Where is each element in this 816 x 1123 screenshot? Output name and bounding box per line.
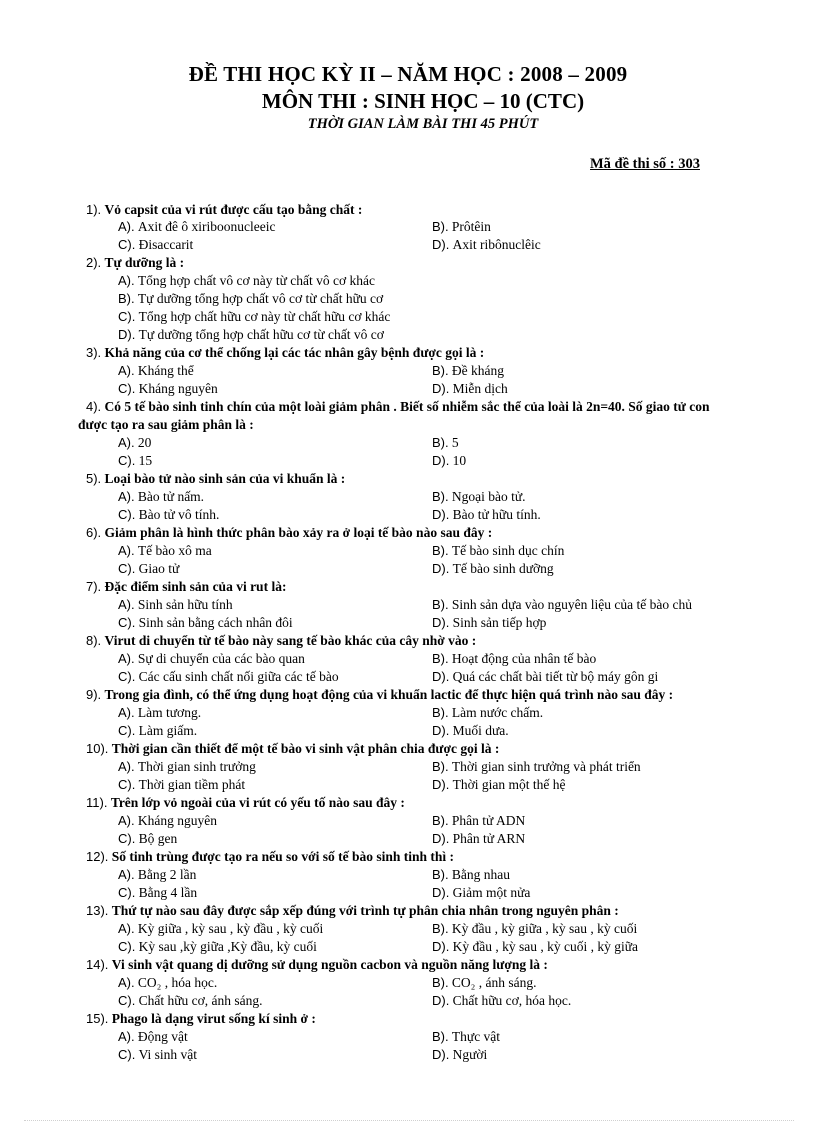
option-2d[interactable]: D). Tự dưỡng tổng hợp chất hữu cơ từ chất vô cơ — [118, 327, 384, 342]
option-6c[interactable]: C). Giao tử — [118, 561, 180, 576]
option-9b[interactable]: B). Làm nước chấm. — [432, 705, 544, 720]
option-10d[interactable]: D). Thời gian một thế hệ — [432, 777, 566, 792]
option-8a[interactable]: A). Sự di chuyển của các bào quan — [118, 651, 305, 666]
option-10c[interactable]: C). Thời gian tiềm phát — [118, 777, 246, 792]
option-13a[interactable]: A). Kỳ giữa , kỳ sau , kỳ đầu , kỳ cuối — [118, 921, 324, 936]
question-3: 3). Khả năng của cơ thể chống lại các tác nhân gây bệnh được gọi là : — [86, 345, 485, 360]
option-15d[interactable]: D). Người — [432, 1047, 488, 1062]
option-3b[interactable]: B). Đề kháng — [432, 363, 504, 378]
question-12: 12). Số tinh trùng được tạo ra nếu so với số tế bào sinh tinh thì : — [86, 849, 455, 864]
option-14b[interactable]: B). CO₂ , ánh sáng. — [432, 975, 537, 990]
option-11d[interactable]: D). Phân tử ARN — [432, 831, 526, 846]
option-7c[interactable]: C). Sinh sản bằng cách nhân đôi — [118, 615, 293, 630]
option-9a[interactable]: A). Làm tương. — [118, 705, 202, 720]
option-4a[interactable]: A). 20 — [118, 435, 152, 450]
question-10: 10). Thời gian cần thiết để một tế bào vi sinh vật phân chia được gọi là : — [86, 741, 500, 756]
option-14d[interactable]: D). Chất hữu cơ, hóa học. — [432, 993, 572, 1008]
question-14: 14). Vi sinh vật quang dị dưỡng sử dụng nguồn cacbon và nguồn năng lượng là : — [86, 957, 548, 972]
exam-code: Mã đề thi số : 303 — [590, 156, 700, 172]
option-9d[interactable]: D). Muối dưa. — [432, 723, 509, 738]
option-1a[interactable]: A). Axit đê ô xiriboonucleeic — [118, 219, 276, 234]
option-4d[interactable]: D). 10 — [432, 453, 467, 468]
option-3c[interactable]: C). Kháng nguyên — [118, 381, 218, 396]
option-3a[interactable]: A). Kháng thể — [118, 363, 194, 378]
option-15a[interactable]: A). Động vật — [118, 1029, 188, 1044]
option-13b[interactable]: B). Kỳ đầu , kỳ giữa , kỳ sau , kỳ cuối — [432, 921, 638, 936]
option-11b[interactable]: B). Phân tử ADN — [432, 813, 526, 828]
option-12c[interactable]: C). Bằng 4 lần — [118, 885, 198, 900]
option-14c[interactable]: C). Chất hữu cơ, ánh sáng. — [118, 993, 263, 1008]
option-7d[interactable]: D). Sinh sản tiếp hợp — [432, 615, 547, 630]
question-1: 1). Vỏ capsit của vi rút được cấu tạo bằng chất : — [86, 202, 363, 217]
option-15b[interactable]: B). Thực vật — [432, 1029, 501, 1044]
option-13c[interactable]: C). Kỳ sau ,kỳ giữa ,Kỳ đầu, kỳ cuối — [118, 939, 317, 954]
option-5d[interactable]: D). Bào tử hữu tính. — [432, 507, 541, 522]
option-13d[interactable]: D). Kỳ đầu , kỳ sau , kỳ cuối , kỳ giữa — [432, 939, 639, 954]
question-6: 6). Giảm phân là hình thức phân bào xảy ra ở loại tế bào nào sau đây : — [86, 525, 493, 540]
question-5: 5). Loại bào tử nào sinh sản của vi khuẩn là : — [86, 471, 346, 486]
page-footer-divider — [24, 1120, 794, 1121]
option-10a[interactable]: A). Thời gian sinh trưởng — [118, 759, 256, 774]
option-1d[interactable]: D). Axit ribônuclêic — [432, 237, 541, 252]
option-7b[interactable]: B). Sinh sản dựa vào nguyên liệu của tế bào chủ — [432, 597, 693, 612]
option-2c[interactable]: C). Tổng hợp chất hữu cơ này từ chất hữu cơ khác — [118, 309, 391, 324]
question-2: 2). Tự dưỡng là : — [86, 255, 185, 270]
option-8b[interactable]: B). Hoạt động của nhân tế bào — [432, 651, 597, 666]
option-15c[interactable]: C). Vi sinh vật — [118, 1047, 198, 1062]
option-4c[interactable]: C). 15 — [118, 453, 153, 468]
option-5a[interactable]: A). Bào tử nấm. — [118, 489, 205, 504]
exam-title: ĐỀ THI HỌC KỲ II – NĂM HỌC : 2008 – 2009 — [188, 62, 628, 86]
option-5c[interactable]: C). Bào tử vô tính. — [118, 507, 220, 522]
option-11a[interactable]: A). Kháng nguyên — [118, 813, 217, 828]
option-14a[interactable]: A). CO₂ , hóa học. — [118, 975, 218, 990]
option-9c[interactable]: C). Làm giấm. — [118, 723, 198, 738]
option-4b[interactable]: B). 5 — [432, 435, 459, 450]
question-8: 8). Virut di chuyển từ tế bào này sang tế bào khác của cây nhờ vào : — [86, 633, 477, 648]
option-10b[interactable]: B). Thời gian sinh trưởng và phát triển — [432, 759, 641, 774]
option-1c[interactable]: C). Đisaccarit — [118, 237, 194, 252]
question-7: 7). Đặc điểm sinh sản của vi rut là: — [86, 579, 287, 594]
question-4: 4). Có 5 tế bào sinh tinh chín của một loài giảm phân . Biết số nhiễm sắc thể của loài là 2n=40. Số giao tử con được tạo ra sau giảm phân là : — [78, 399, 710, 432]
question-9: 9). Trong gia đình, có thể ứng dụng hoạt động của vi khuẩn lactic để thực hiện quá trình nào sau đây : — [86, 687, 674, 702]
option-8d[interactable]: D). Quá các chất bài tiết từ bộ máy gôn gi — [432, 669, 659, 684]
time-limit: THỜI GIAN LÀM BÀI THI 45 PHÚT — [307, 116, 539, 132]
question-13: 13). Thứ tự nào sau đây được sắp xếp đúng với trình tự phân chia nhân trong nguyên phân : — [86, 903, 619, 918]
option-2a[interactable]: A). Tổng hợp chất vô cơ này từ chất vô cơ khác — [118, 273, 376, 288]
option-6d[interactable]: D). Tế bào sinh dưỡng — [432, 561, 554, 576]
option-12b[interactable]: B). Bằng nhau — [432, 867, 510, 882]
option-6a[interactable]: A). Tế bào xô ma — [118, 543, 212, 558]
subject-title: MÔN THI : SINH HỌC – 10 (CTC) — [261, 89, 585, 113]
option-11c[interactable]: C). Bộ gen — [118, 831, 178, 846]
option-7a[interactable]: A). Sinh sản hữu tính — [118, 597, 233, 612]
question-15: 15). Phago là dạng virut sống kí sinh ở : — [86, 1011, 316, 1026]
option-2b[interactable]: B). Tự dưỡng tổng hợp chất vô cơ từ chất hữu cơ — [118, 291, 384, 306]
option-1b[interactable]: B). Prôtêin — [432, 219, 491, 234]
option-12a[interactable]: A). Bằng 2 lần — [118, 867, 197, 882]
option-12d[interactable]: D). Giảm một nửa — [432, 885, 531, 900]
option-5b[interactable]: B). Ngoại bào tử. — [432, 489, 526, 504]
option-8c[interactable]: C). Các cấu sinh chất nối giữa các tế bào — [118, 669, 339, 684]
question-11: 11). Trên lớp vỏ ngoài của vi rút có yếu tố nào sau đây : — [86, 795, 405, 810]
option-6b[interactable]: B). Tế bào sinh dục chín — [432, 543, 565, 558]
option-3d[interactable]: D). Miễn dịch — [432, 381, 508, 396]
